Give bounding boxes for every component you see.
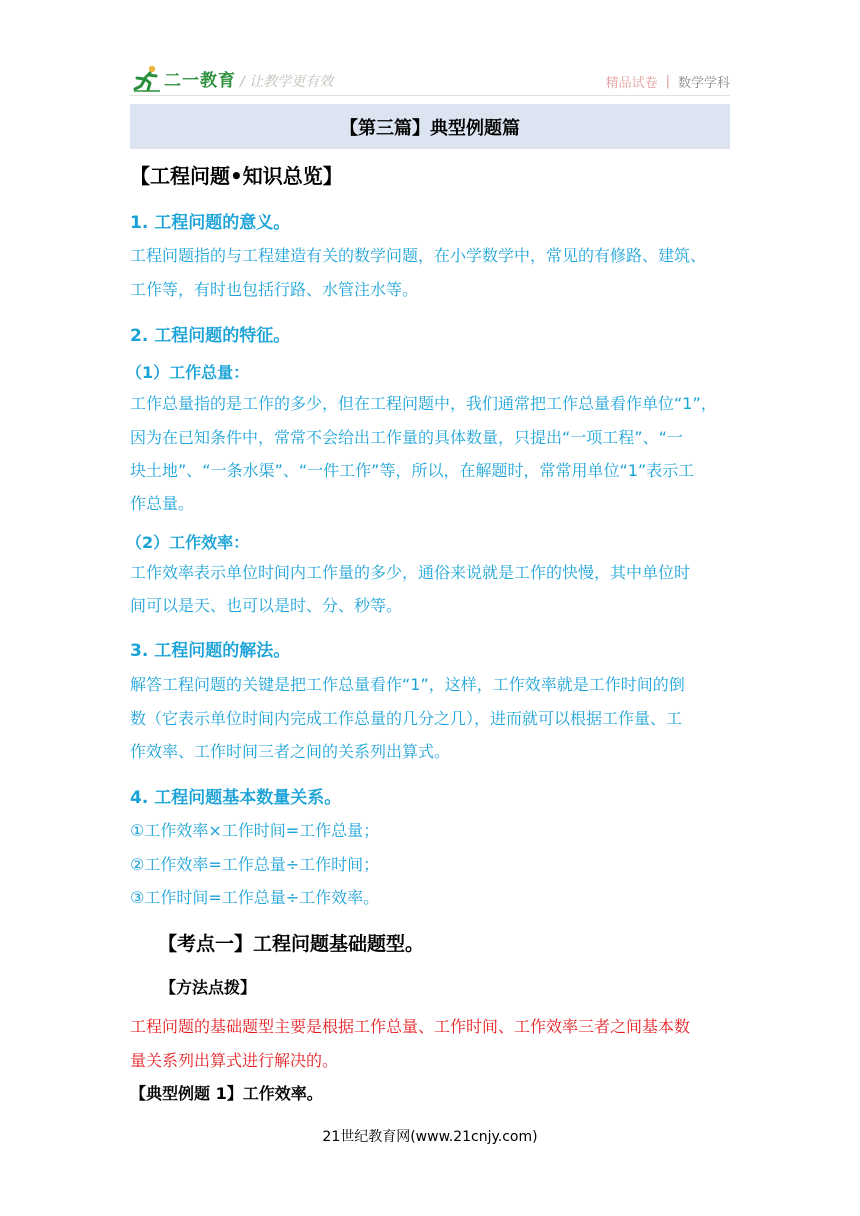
method-heading: 【方法点拨】 [160, 978, 257, 997]
example-heading [130, 1081, 323, 1104]
s3-line: 解答工程问题的关键是把工作总量看作“1”，这样，工作效率就是工作时间的倒 [130, 675, 685, 694]
s2-sub1-line: 因为在已知条件中，常常不会给出工作量的具体数量，只提出“一项工程”、“一 [130, 428, 683, 447]
page-footer: 21世纪教育网(www.21cnjy.com) [322, 1129, 538, 1145]
section-heading: 【工程问题•知识总览】 [130, 164, 343, 188]
s2-sub1-line: 块土地”、“一条水渠”、“一件工作”等，所以，在解题时，常常用单位“1”表示工 [130, 461, 695, 480]
s2-heading: 2. 工程问题的特征。 [130, 326, 291, 346]
example-label: 【典型例题 1】 [130, 1084, 243, 1103]
s3-line: 作效率、工作时间三者之间的关系列出算式。 [130, 742, 451, 761]
s4-heading: 4. 工程问题基本数量关系。 [130, 788, 342, 808]
method-line: 量关系列出算式进行解决的。 [130, 1051, 339, 1070]
header-divider [130, 95, 730, 96]
s2-sub1-line: 作总量。 [130, 494, 195, 513]
runner-logo-icon [132, 64, 162, 92]
logo-text: 二一教育 [164, 70, 236, 91]
s3-heading: 3. 工程问题的解法。 [130, 641, 291, 661]
example-text: 工作效率。 [242, 1084, 323, 1103]
page-title: 【第三篇】典型例题篇 [340, 117, 520, 139]
header-tags [606, 72, 730, 91]
tag-premium: 精品试卷 [605, 76, 658, 91]
s1-line: 工程问题指的与工程建造有关的数学问题，在小学数学中，常见的有修路、建筑、 [130, 246, 707, 265]
tag-subject: 数学学科 [677, 76, 730, 91]
kaodian-heading: 【考点一】工程问题基础题型。 [158, 933, 425, 955]
s2-sub2-line: 工作效率表示单位时间内工作量的多少，通俗来说就是工作的快慢，其中单位时 [130, 563, 691, 582]
s4-formula: ①工作效率×工作时间=工作总量； [130, 821, 380, 840]
s1-line: 工作等，有时也包括行路、水管注水等。 [130, 280, 419, 299]
s1-heading: 1. 工程问题的意义。 [130, 213, 291, 233]
s4-formula: ③工作时间=工作总量÷工作效率。 [130, 888, 380, 907]
s2-sub1-line: 工作总量指的是工作的多少，但在工程问题中，我们通常把工作总量看作单位“1”， [130, 394, 717, 413]
s2-sub2-line: 间可以是天、也可以是时、分、秒等。 [130, 596, 403, 615]
page-header [130, 62, 730, 96]
method-line: 工程问题的基础题型主要是根据工作总量、工作时间、工作效率三者之间基本数 [130, 1017, 691, 1036]
s2-sub2: （2）工作效率： [126, 533, 250, 552]
s2-sub1: （1）工作总量： [126, 363, 250, 382]
s3-line: 数（它表示单位时间内完成工作总量的几分之几），进而就可以根据工作量、工 [130, 709, 683, 728]
s4-formula: ②工作效率=工作总量÷工作时间； [130, 855, 380, 874]
slogan: / 让教学更有效 [240, 74, 334, 90]
title-bar [130, 104, 730, 149]
tag-separator: | [665, 74, 670, 89]
logo [132, 62, 236, 94]
